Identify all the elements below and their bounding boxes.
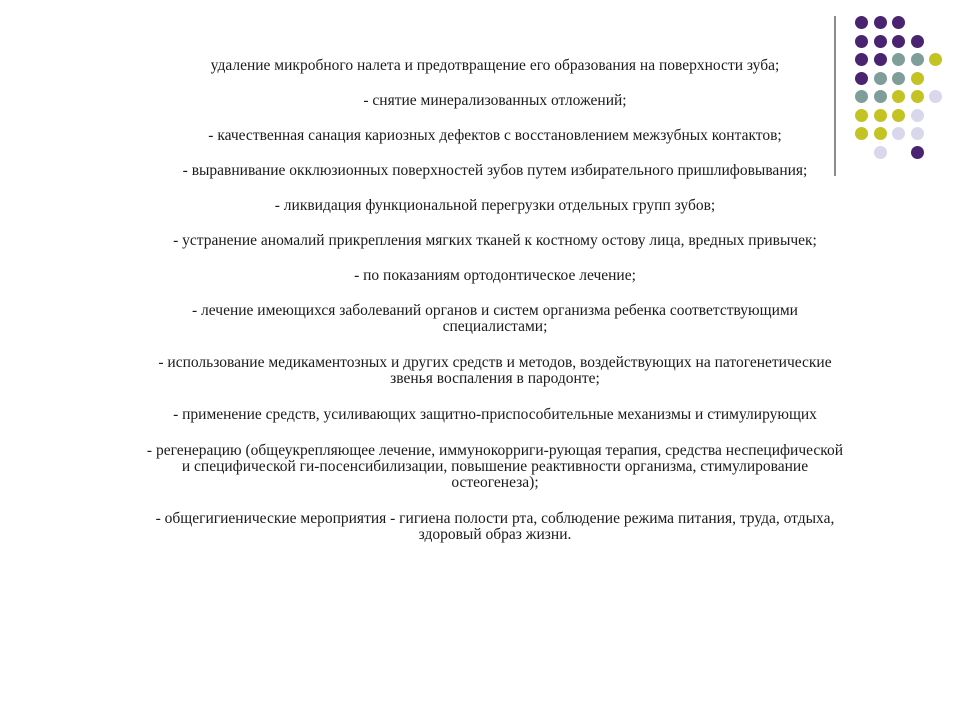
text-line-5: - ликвидация функциональной перегрузки отдельных групп зубов; xyxy=(274,197,716,214)
decorative-dot xyxy=(874,35,887,48)
text-line-13: - регенерацию (общеукрепляющее лечение, иммунокорриги-рующая терапия, средства неспецифической xyxy=(146,442,844,459)
text-line-4: - выравнивание окклюзионных поверхностей зубов путем избирательного пришлифовывания; xyxy=(182,162,808,179)
decorative-dot xyxy=(892,35,905,48)
text-line-6: - устранение аномалий прикрепления мягких тканей к костному остову лица, вредных привычек; xyxy=(173,232,817,249)
text-line-7: - по показаниям ортодонтическое лечение; xyxy=(354,267,636,284)
text-line-16: - общегигиенические мероприятия - гигиена полости рта, соблюдение режима питания, труда, отдыха, xyxy=(155,510,835,527)
text-line-10: - использование медикаментозных и других средств и методов, воздействующих на патогенетические xyxy=(158,354,832,371)
decorative-dot xyxy=(929,90,942,103)
decorative-dot xyxy=(929,53,942,66)
text-line-3: - качественная санация кариозных дефектов с восстановлением межзубных контактов; xyxy=(208,127,782,144)
text-line-17: здоровый образ жизни. xyxy=(418,526,572,543)
slide-body-text xyxy=(60,58,930,543)
text-line-1: удаление микробного налета и предотвращение его образования на поверхности зуба; xyxy=(210,57,780,74)
decorative-dot xyxy=(855,16,868,29)
text-line-14: и специфической ги-посенсибилизации, повышение реактивности организма, стимулирование xyxy=(181,458,809,475)
text-line-11: звенья воспаления в пародонте; xyxy=(390,370,600,387)
text-line-12: - применение средств, усиливающих защитно-приспособительные механизмы и стимулирующих xyxy=(173,406,817,423)
decorative-dot xyxy=(855,35,868,48)
decorative-dot xyxy=(892,16,905,29)
text-line-2: - снятие минерализованных отложений; xyxy=(363,92,627,109)
text-line-8: - лечение имеющихся заболеваний органов и систем организма ребенка соответствующими xyxy=(192,302,798,319)
decorative-dot xyxy=(874,16,887,29)
text-line-9: специалистами; xyxy=(442,318,548,335)
decorative-dot xyxy=(911,35,924,48)
text-line-15: остеогенеза); xyxy=(451,474,539,491)
